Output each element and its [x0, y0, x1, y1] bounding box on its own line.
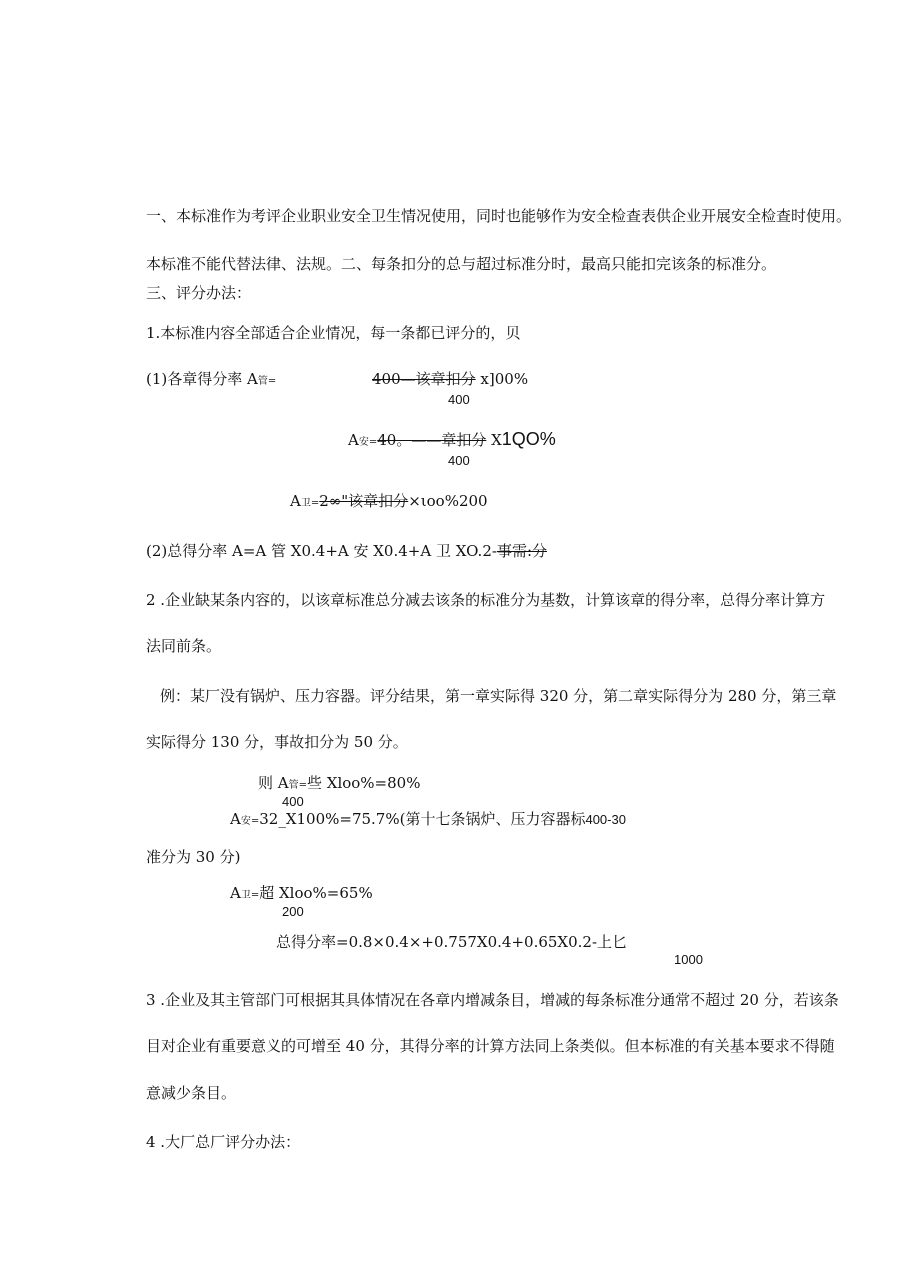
formula-label: 则 A — [258, 774, 289, 792]
paragraph-2: 本标准不能代替法律、法规。二、每条扣分的总与超过标准分时，最高只能扣完该条的标准分。 — [146, 255, 777, 273]
formula-subscript: 卫= — [300, 498, 320, 509]
formula-subscript: 安= — [240, 816, 260, 827]
item-3-line-1: 3 .企业及其主管部门可根据其具体情况在各章内增减条目，增减的每条标准分通常不超过 20 分，若该条 — [146, 991, 839, 1009]
scoring-method-heading: 三、评分办法： — [146, 284, 252, 302]
formula-label: A — [290, 492, 301, 510]
example-formula-safety-continued: 准分为 30 分) — [146, 848, 241, 866]
item-1: 1.本标准内容全部适合企业情况，每一条都已评分的，贝 — [146, 324, 521, 342]
formula-subscript: 安= — [358, 437, 378, 448]
formula-tail: 超 Xloo%=65% — [259, 884, 373, 902]
formula-health — [290, 491, 488, 514]
formula-tail: x]00% — [480, 370, 529, 388]
item-2-line-1: 2 .企业缺某条内容的，以该章标准总分减去该条的标准分为基数，计算该章的得分率，总得分率计算方 — [146, 591, 826, 609]
example-line-1: 例：某厂没有锅炉、压力容器。评分结果，第一章实际得 320 分，第二章实际得分为 280 分，第三章 — [160, 687, 837, 705]
formula-label: A — [348, 431, 359, 449]
example-formula-health-denominator: 200 — [282, 904, 304, 919]
item-4: 4 .大厂总厂评分办法： — [146, 1133, 301, 1151]
numerator-struck: 2∞"该章扣分 — [319, 492, 409, 510]
item-3-line-3: 意减少条目。 — [146, 1084, 237, 1102]
example-formula-total: 总得分率=0.8×0.4×+0.757X0.4+0.65X0.2-上匕 — [276, 933, 628, 951]
formula-management-numerator — [372, 369, 528, 389]
example-formula-safety — [230, 809, 626, 832]
formula-management-denominator: 400 — [448, 392, 470, 407]
formula-tail: 32_X100%=75.7%(第十七条锅炉、压力容器标 — [259, 810, 586, 828]
example-formula-management-denominator: 400 — [282, 794, 304, 809]
formula-subscript: 卫= — [240, 890, 260, 901]
formula-safety — [348, 429, 556, 453]
formula-tail-2: 400-30 — [585, 812, 626, 827]
formula-struck: 事需:分 — [496, 542, 548, 560]
formula-tail: 些 Xloo%=80% — [307, 774, 421, 792]
formula-tail-2: 1QO% — [501, 429, 556, 449]
formula-tail: ×ιoo%200 — [408, 492, 488, 510]
formula-subscript: 管= — [288, 780, 307, 791]
formula-subscript: 管= — [257, 376, 277, 387]
formula-text: (2)总得分率 A=A 管 X0.4+A 安 X0.4+A 卫 XO.2- — [146, 542, 497, 560]
example-line-2: 实际得分 130 分，事故扣分为 50 分。 — [146, 733, 408, 751]
formula-label: A — [230, 884, 241, 902]
example-formula-total-denominator: 1000 — [674, 952, 703, 967]
item-2-line-2: 法同前条。 — [146, 637, 222, 655]
numerator-struck: 40。——章扣分 — [377, 431, 487, 449]
formula-label: (1)各章得分率 A — [146, 370, 258, 388]
formula-tail: X — [491, 431, 502, 449]
formula-safety-denominator: 400 — [448, 453, 470, 468]
formula-total — [146, 541, 547, 561]
formula-label: A — [230, 810, 241, 828]
paragraph-1: 一、本标准作为考评企业职业安全卫生情况使用，同时也能够作为安全检查表供企业开展安全检查时使用。 — [146, 207, 852, 225]
numerator-struck: 400—该章扣分 — [372, 370, 476, 388]
item-3-line-2: 目对企业有重要意义的可增至 40 分，其得分率的计算方法同上条类似。但本标准的有关基本要求不得随 — [146, 1037, 835, 1055]
formula-management — [146, 369, 276, 392]
